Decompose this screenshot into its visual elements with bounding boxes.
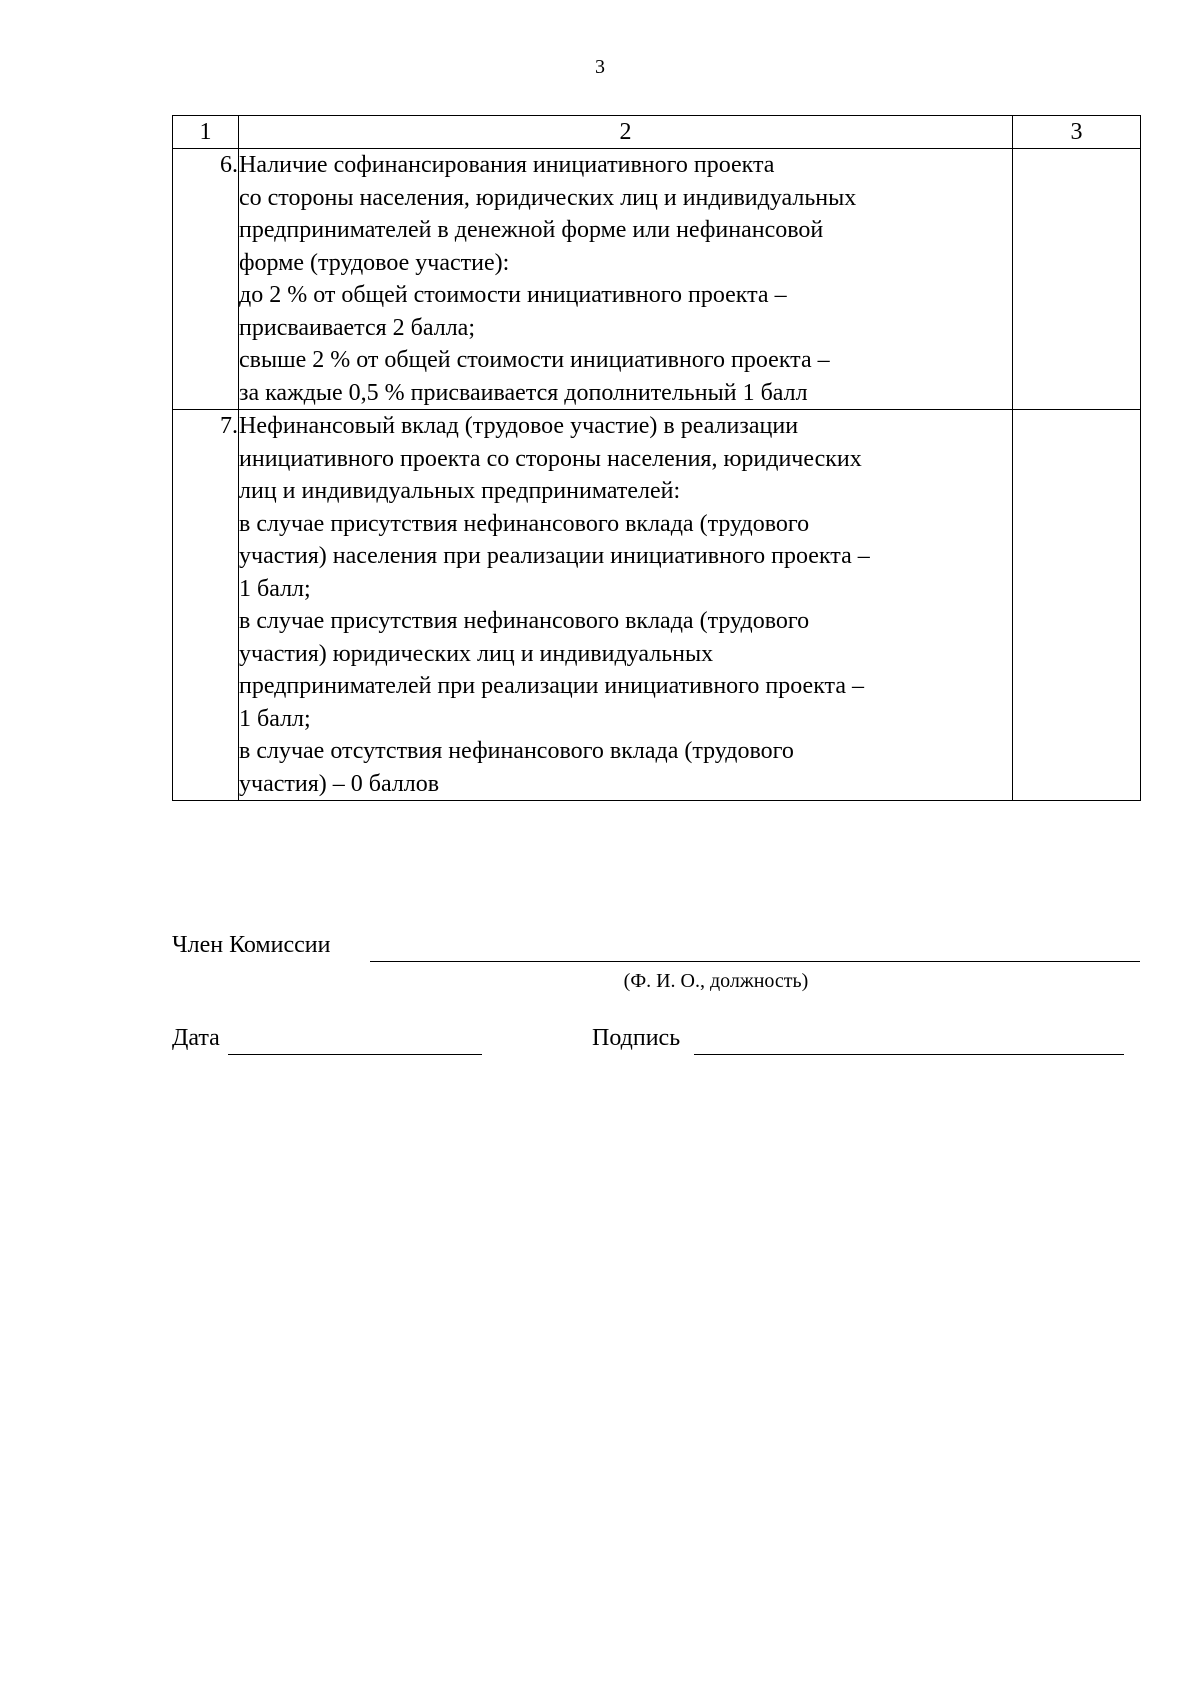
- criterion-line: форме (трудовое участие):: [239, 249, 510, 276]
- commission-member-field[interactable]: [370, 961, 1140, 962]
- criterion-line: участия) юридических лиц и индивидуальных: [239, 640, 714, 667]
- table-row: [173, 149, 1141, 410]
- criterion-line: присваивается 2 балла;: [239, 314, 475, 341]
- criterion-text: [239, 410, 1013, 801]
- commission-member-label: Член Комиссии: [172, 932, 331, 958]
- criterion-line: предпринимателей в денежной форме или нефинансовой: [239, 217, 824, 243]
- signature-field[interactable]: [694, 1054, 1124, 1055]
- commission-member-hint: (Ф. И. О., должность): [623, 970, 809, 992]
- criterion-line: лиц и индивидуальных предпринимателей:: [239, 478, 681, 504]
- criterion-line: участия) – 0 баллов: [239, 770, 440, 797]
- criterion-line: свыше 2 % от общей стоимости инициативного проекта –: [239, 347, 830, 373]
- commission-member-row: [172, 930, 1140, 964]
- criterion-line: 1 балл;: [239, 575, 311, 602]
- page-number: 3: [595, 56, 605, 78]
- criterion-line: 1 балл;: [239, 705, 311, 732]
- table-header-row: [173, 116, 1141, 149]
- table-row: [173, 410, 1141, 801]
- criterion-line: предпринимателей при реализации инициативного проекта –: [239, 673, 864, 699]
- date-field[interactable]: [228, 1054, 482, 1055]
- criterion-line: в случае присутствия нефинансового вклада (трудового: [239, 608, 810, 634]
- header-col-3: 3: [1013, 116, 1141, 149]
- criterion-text: [239, 149, 1013, 410]
- row-number: 7.: [173, 410, 239, 801]
- date-label: Дата: [172, 1025, 220, 1051]
- criterion-line: за каждые 0,5 % присваивается дополнительный 1 балл: [239, 379, 808, 406]
- signature-label: Подпись: [592, 1025, 681, 1051]
- header-col-1: 1: [173, 116, 239, 149]
- criterion-line: участия) населения при реализации инициативного проекта –: [239, 543, 870, 569]
- criterion-line: со стороны населения, юридических лиц и индивидуальных: [239, 184, 857, 211]
- score-cell[interactable]: [1013, 149, 1141, 410]
- criterion-line: в случае присутствия нефинансового вклада (трудового: [239, 510, 810, 537]
- criterion-line: Наличие софинансирования инициативного проекта: [239, 152, 775, 178]
- header-col-2: 2: [239, 116, 1013, 149]
- criterion-line: в случае отсутствия нефинансового вклада (трудового: [239, 738, 794, 764]
- criterion-line: инициативного проекта со стороны населения, юридических: [239, 445, 862, 472]
- criterion-line: Нефинансовый вклад (трудовое участие) в реализации: [239, 413, 799, 439]
- criteria-table: [172, 115, 1141, 801]
- row-number: 6.: [173, 149, 239, 410]
- criterion-line: до 2 % от общей стоимости инициативного проекта –: [239, 282, 787, 308]
- score-cell[interactable]: [1013, 410, 1141, 801]
